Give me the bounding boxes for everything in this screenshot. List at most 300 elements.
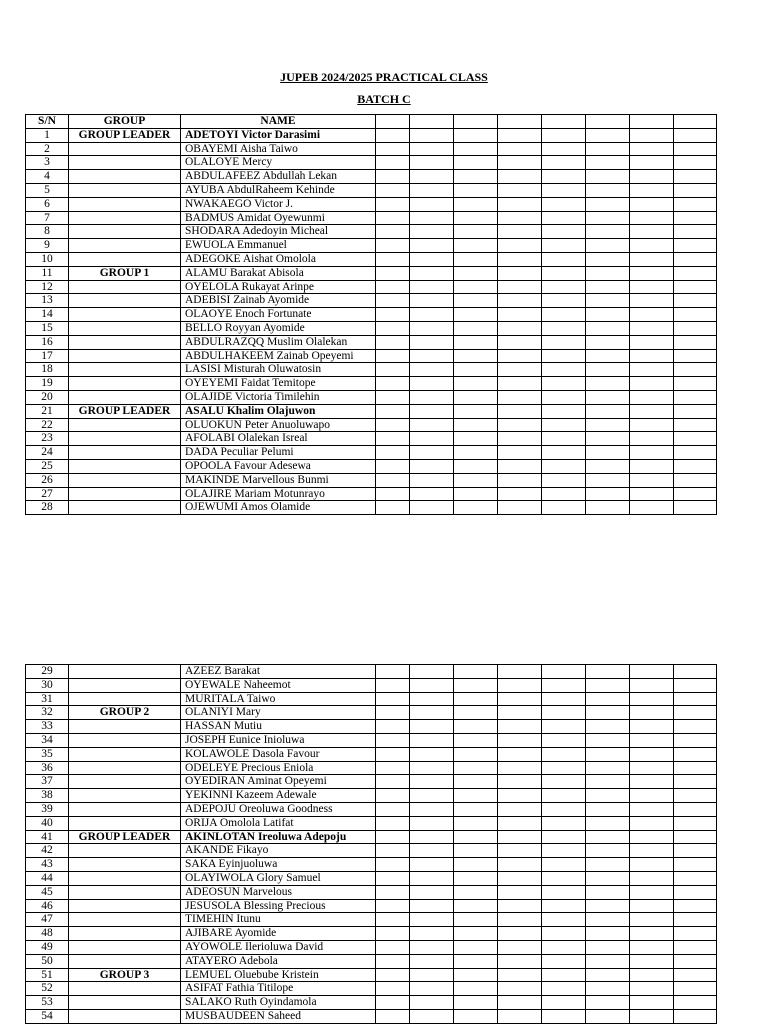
- blank-cell: [674, 775, 717, 789]
- blank-cell: [630, 899, 674, 913]
- blank-cell: [542, 692, 586, 706]
- blank-cell: [376, 927, 410, 941]
- table-row: [26, 816, 717, 830]
- blank-cell: [454, 802, 498, 816]
- blank-cell: [410, 802, 454, 816]
- group-header: GROUP: [69, 115, 181, 129]
- group-cell: [69, 377, 181, 391]
- group-cell: [69, 252, 181, 266]
- blank-cell: [410, 733, 454, 747]
- blank-cell: [498, 142, 542, 156]
- blank-cell: [376, 830, 410, 844]
- blank-cell: [542, 321, 586, 335]
- blank-cell: [542, 418, 586, 432]
- blank-cell: [498, 996, 542, 1010]
- blank-cell: [630, 789, 674, 803]
- blank-cell: [454, 390, 498, 404]
- table-row: [26, 940, 717, 954]
- student-name: SHODARA Adedoyin Micheal: [181, 225, 376, 239]
- student-name: BADMUS Amidat Oyewunmi: [181, 211, 376, 225]
- blank-cell: [454, 280, 498, 294]
- blank-cell: [542, 170, 586, 184]
- blank-cell: [498, 802, 542, 816]
- blank-cell: [586, 170, 630, 184]
- student-name: AKINLOTAN Ireoluwa Adepoju: [181, 830, 376, 844]
- blank-cell: [454, 927, 498, 941]
- table-row: [26, 266, 717, 280]
- blank-cell: [674, 197, 717, 211]
- student-name: OLAYIWOLA Glory Samuel: [181, 871, 376, 885]
- group-cell: [69, 678, 181, 692]
- blank-cell: [674, 335, 717, 349]
- blank-cell: [454, 128, 498, 142]
- blank-cell: [542, 473, 586, 487]
- student-name: LASISI Misturah Oluwatosin: [181, 363, 376, 377]
- blank-cell: [454, 885, 498, 899]
- student-name: KOLAWOLE Dasola Favour: [181, 747, 376, 761]
- group-cell: [69, 747, 181, 761]
- blank-cell: [674, 377, 717, 391]
- student-name: OBAYEMI Aisha Taiwo: [181, 142, 376, 156]
- table-row: [26, 802, 717, 816]
- table-row: [26, 252, 717, 266]
- table-row: [26, 170, 717, 184]
- blank-cell: [630, 885, 674, 899]
- group-cell: [69, 156, 181, 170]
- group-cell: [69, 871, 181, 885]
- table-row: [26, 706, 717, 720]
- blank-cell: [410, 459, 454, 473]
- student-name: HASSAN Mutiu: [181, 720, 376, 734]
- blank-cell: [410, 678, 454, 692]
- blank-cell: [630, 473, 674, 487]
- serial-number: 16: [26, 335, 69, 349]
- student-name: ABDULRAZQQ Muslim Olalekan: [181, 335, 376, 349]
- blank-cell: [498, 487, 542, 501]
- blank-cell: [586, 211, 630, 225]
- serial-number: 29: [26, 665, 69, 679]
- blank-cell: [410, 142, 454, 156]
- blank-cell: [542, 706, 586, 720]
- blank-cell: [542, 128, 586, 142]
- table-row: [26, 501, 717, 515]
- blank-cell: [498, 858, 542, 872]
- blank-cell: [630, 252, 674, 266]
- group-cell: [69, 844, 181, 858]
- blank-cell: [630, 747, 674, 761]
- blank-cell: [454, 239, 498, 253]
- group-cell: [69, 927, 181, 941]
- group-cell: [69, 954, 181, 968]
- blank-cell: [674, 761, 717, 775]
- student-name: NWAKAEGO Victor J.: [181, 197, 376, 211]
- blank-cell: [542, 294, 586, 308]
- blank-cell: [410, 885, 454, 899]
- blank-cell: [630, 968, 674, 982]
- serial-number: 52: [26, 982, 69, 996]
- blank-cell: [542, 816, 586, 830]
- group-cell: [69, 459, 181, 473]
- blank-cell: [542, 940, 586, 954]
- group-cell: [69, 390, 181, 404]
- table-row: [26, 968, 717, 982]
- blank-cell: [410, 170, 454, 184]
- blank-cell: [454, 678, 498, 692]
- blank-cell: [674, 844, 717, 858]
- serial-number: 30: [26, 678, 69, 692]
- blank-cell: [586, 501, 630, 515]
- serial-number: 26: [26, 473, 69, 487]
- blank-cell: [498, 156, 542, 170]
- blank-cell: [410, 225, 454, 239]
- student-name: OYEDIRAN Aminat Opeyemi: [181, 775, 376, 789]
- table-row: [26, 913, 717, 927]
- blank-header: [674, 115, 717, 129]
- blank-cell: [376, 335, 410, 349]
- blank-cell: [498, 789, 542, 803]
- sn-header: S/N: [26, 115, 69, 129]
- blank-cell: [498, 418, 542, 432]
- blank-cell: [674, 404, 717, 418]
- blank-cell: [498, 349, 542, 363]
- blank-cell: [542, 1009, 586, 1023]
- blank-cell: [410, 363, 454, 377]
- student-name: OLAJIRE Mariam Motunrayo: [181, 487, 376, 501]
- blank-cell: [674, 913, 717, 927]
- blank-cell: [410, 968, 454, 982]
- blank-cell: [542, 802, 586, 816]
- blank-cell: [674, 733, 717, 747]
- blank-cell: [586, 197, 630, 211]
- serial-number: 6: [26, 197, 69, 211]
- blank-cell: [454, 844, 498, 858]
- serial-number: 35: [26, 747, 69, 761]
- blank-cell: [376, 170, 410, 184]
- blank-cell: [674, 487, 717, 501]
- group-cell: GROUP 3: [69, 968, 181, 982]
- blank-cell: [454, 349, 498, 363]
- group-cell: [69, 692, 181, 706]
- blank-cell: [454, 775, 498, 789]
- blank-cell: [674, 128, 717, 142]
- blank-cell: [630, 1009, 674, 1023]
- blank-cell: [586, 128, 630, 142]
- blank-cell: [586, 404, 630, 418]
- table-row: [26, 1009, 717, 1023]
- blank-cell: [674, 871, 717, 885]
- blank-cell: [376, 996, 410, 1010]
- group-cell: [69, 349, 181, 363]
- group-cell: [69, 940, 181, 954]
- group-cell: [69, 363, 181, 377]
- blank-cell: [674, 239, 717, 253]
- blank-cell: [498, 871, 542, 885]
- group-cell: [69, 308, 181, 322]
- blank-cell: [410, 404, 454, 418]
- blank-cell: [410, 266, 454, 280]
- blank-cell: [630, 816, 674, 830]
- serial-number: 12: [26, 280, 69, 294]
- student-name: ADEBISI Zainab Ayomide: [181, 294, 376, 308]
- blank-cell: [410, 308, 454, 322]
- blank-cell: [410, 816, 454, 830]
- blank-cell: [630, 982, 674, 996]
- blank-cell: [630, 940, 674, 954]
- blank-cell: [674, 252, 717, 266]
- student-name: OLANIYI Mary: [181, 706, 376, 720]
- blank-cell: [630, 844, 674, 858]
- group-cell: [69, 858, 181, 872]
- blank-cell: [410, 706, 454, 720]
- table-row: [26, 459, 717, 473]
- blank-cell: [586, 802, 630, 816]
- blank-cell: [376, 940, 410, 954]
- blank-cell: [498, 321, 542, 335]
- table-row: [26, 197, 717, 211]
- blank-cell: [586, 1009, 630, 1023]
- table-row: [26, 349, 717, 363]
- serial-number: 54: [26, 1009, 69, 1023]
- blank-cell: [454, 487, 498, 501]
- serial-number: 32: [26, 706, 69, 720]
- blank-cell: [542, 968, 586, 982]
- blank-cell: [542, 885, 586, 899]
- group-cell: [69, 197, 181, 211]
- blank-cell: [674, 789, 717, 803]
- group-cell: [69, 239, 181, 253]
- blank-cell: [454, 183, 498, 197]
- blank-cell: [454, 170, 498, 184]
- blank-cell: [498, 239, 542, 253]
- blank-cell: [586, 720, 630, 734]
- serial-number: 22: [26, 418, 69, 432]
- blank-cell: [376, 692, 410, 706]
- blank-cell: [498, 128, 542, 142]
- blank-cell: [586, 239, 630, 253]
- blank-cell: [674, 473, 717, 487]
- blank-cell: [542, 183, 586, 197]
- blank-cell: [630, 720, 674, 734]
- blank-cell: [630, 363, 674, 377]
- blank-cell: [410, 280, 454, 294]
- blank-cell: [630, 775, 674, 789]
- blank-cell: [376, 459, 410, 473]
- student-name: ORIJA Omolola Latifat: [181, 816, 376, 830]
- blank-cell: [498, 446, 542, 460]
- student-name: AJIBARE Ayomide: [181, 927, 376, 941]
- blank-cell: [630, 418, 674, 432]
- student-name: OYEYEMI Faidat Temitope: [181, 377, 376, 391]
- blank-cell: [542, 225, 586, 239]
- student-name: ATAYERO Adebola: [181, 954, 376, 968]
- blank-cell: [410, 197, 454, 211]
- table-row: [26, 982, 717, 996]
- blank-cell: [410, 954, 454, 968]
- blank-cell: [586, 349, 630, 363]
- table-row: [26, 996, 717, 1010]
- blank-cell: [586, 473, 630, 487]
- blank-cell: [498, 308, 542, 322]
- blank-header: [454, 115, 498, 129]
- blank-cell: [454, 913, 498, 927]
- blank-cell: [498, 280, 542, 294]
- blank-cell: [586, 335, 630, 349]
- group-cell: [69, 418, 181, 432]
- blank-header: [630, 115, 674, 129]
- group-cell: [69, 142, 181, 156]
- blank-cell: [376, 665, 410, 679]
- blank-cell: [498, 1009, 542, 1023]
- serial-number: 8: [26, 225, 69, 239]
- blank-cell: [630, 170, 674, 184]
- blank-cell: [376, 321, 410, 335]
- student-name: OYEWALE Naheemot: [181, 678, 376, 692]
- blank-cell: [586, 747, 630, 761]
- blank-cell: [674, 816, 717, 830]
- blank-cell: [454, 996, 498, 1010]
- blank-cell: [630, 432, 674, 446]
- blank-cell: [454, 968, 498, 982]
- blank-cell: [376, 501, 410, 515]
- serial-number: 47: [26, 913, 69, 927]
- blank-cell: [454, 706, 498, 720]
- table-row: [26, 692, 717, 706]
- table-row: [26, 487, 717, 501]
- blank-cell: [586, 487, 630, 501]
- student-name: AFOLABI Olalekan Isreal: [181, 432, 376, 446]
- blank-cell: [376, 1009, 410, 1023]
- blank-cell: [630, 665, 674, 679]
- blank-cell: [542, 775, 586, 789]
- serial-number: 27: [26, 487, 69, 501]
- group-cell: [69, 761, 181, 775]
- blank-cell: [376, 982, 410, 996]
- blank-cell: [674, 968, 717, 982]
- group-cell: [69, 487, 181, 501]
- blank-cell: [410, 830, 454, 844]
- serial-number: 38: [26, 789, 69, 803]
- table-row: [26, 747, 717, 761]
- blank-cell: [542, 432, 586, 446]
- blank-cell: [542, 377, 586, 391]
- blank-cell: [542, 830, 586, 844]
- blank-cell: [630, 761, 674, 775]
- blank-cell: [376, 954, 410, 968]
- blank-cell: [630, 487, 674, 501]
- blank-cell: [498, 830, 542, 844]
- blank-cell: [410, 899, 454, 913]
- blank-cell: [674, 266, 717, 280]
- blank-cell: [498, 404, 542, 418]
- blank-cell: [674, 885, 717, 899]
- batch-label: BATCH C: [357, 92, 411, 106]
- blank-cell: [410, 390, 454, 404]
- blank-cell: [586, 266, 630, 280]
- blank-cell: [630, 913, 674, 927]
- blank-cell: [376, 858, 410, 872]
- blank-cell: [674, 459, 717, 473]
- table-row: [26, 927, 717, 941]
- blank-cell: [410, 761, 454, 775]
- blank-cell: [454, 197, 498, 211]
- blank-cell: [410, 183, 454, 197]
- serial-number: 3: [26, 156, 69, 170]
- blank-cell: [498, 954, 542, 968]
- blank-cell: [410, 913, 454, 927]
- group-cell: [69, 1009, 181, 1023]
- blank-cell: [674, 418, 717, 432]
- blank-cell: [410, 720, 454, 734]
- serial-number: 15: [26, 321, 69, 335]
- blank-header: [410, 115, 454, 129]
- table-row: [26, 954, 717, 968]
- blank-cell: [586, 308, 630, 322]
- table-row: [26, 858, 717, 872]
- student-name: OJEWUMI Amos Olamide: [181, 501, 376, 515]
- student-name: MUSBAUDEEN Saheed: [181, 1009, 376, 1023]
- blank-cell: [376, 678, 410, 692]
- group-cell: [69, 733, 181, 747]
- serial-number: 28: [26, 501, 69, 515]
- blank-cell: [542, 720, 586, 734]
- blank-cell: [498, 266, 542, 280]
- blank-cell: [498, 940, 542, 954]
- table-row: [26, 156, 717, 170]
- blank-cell: [630, 927, 674, 941]
- blank-cell: [454, 156, 498, 170]
- serial-number: 11: [26, 266, 69, 280]
- blank-cell: [498, 899, 542, 913]
- serial-number: 5: [26, 183, 69, 197]
- serial-number: 33: [26, 720, 69, 734]
- blank-cell: [542, 404, 586, 418]
- blank-cell: [586, 775, 630, 789]
- blank-cell: [630, 802, 674, 816]
- table-row: [26, 720, 717, 734]
- blank-cell: [410, 665, 454, 679]
- blank-cell: [376, 308, 410, 322]
- blank-cell: [376, 294, 410, 308]
- blank-cell: [454, 899, 498, 913]
- student-name: ABDULHAKEEM Zainab Opeyemi: [181, 349, 376, 363]
- blank-cell: [630, 446, 674, 460]
- student-name: ODELEYE Precious Eniola: [181, 761, 376, 775]
- blank-cell: [630, 501, 674, 515]
- blank-cell: [542, 501, 586, 515]
- blank-header: [542, 115, 586, 129]
- blank-cell: [498, 761, 542, 775]
- blank-cell: [410, 211, 454, 225]
- student-name: OPOOLA Favour Adesewa: [181, 459, 376, 473]
- student-name: DADA Peculiar Pelumi: [181, 446, 376, 460]
- blank-cell: [630, 211, 674, 225]
- group-cell: [69, 789, 181, 803]
- blank-cell: [630, 996, 674, 1010]
- blank-cell: [674, 802, 717, 816]
- blank-cell: [454, 459, 498, 473]
- blank-cell: [586, 789, 630, 803]
- table-row: [26, 321, 717, 335]
- blank-cell: [542, 789, 586, 803]
- group-cell: [69, 183, 181, 197]
- serial-number: 37: [26, 775, 69, 789]
- blank-cell: [630, 280, 674, 294]
- blank-cell: [410, 982, 454, 996]
- group-cell: [69, 899, 181, 913]
- group-cell: [69, 816, 181, 830]
- blank-cell: [454, 858, 498, 872]
- blank-cell: [454, 252, 498, 266]
